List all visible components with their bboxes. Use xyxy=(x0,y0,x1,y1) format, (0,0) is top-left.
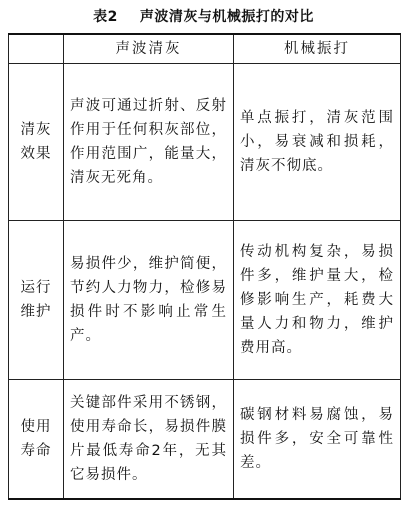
row-header-label: 使用寿命 xyxy=(20,419,52,459)
column-header-acoustic: 声波清灰 xyxy=(64,34,234,64)
row-header-cleaning-effect xyxy=(9,64,64,221)
table-row xyxy=(9,380,401,500)
header-row xyxy=(9,34,401,64)
corner-header xyxy=(9,34,64,64)
mechanical-cell: 单点振打，清灰范围小，易衰减和损耗，清灰不彻底。 xyxy=(234,64,401,221)
table-number: 表2 xyxy=(93,9,118,25)
table-row xyxy=(9,221,401,380)
table-row xyxy=(9,64,401,221)
row-header-label: 清灰效果 xyxy=(20,122,52,162)
table-title: 声波清灰与机械振打的对比 xyxy=(139,9,314,25)
acoustic-cell: 声波可通过折射、反射作用于任何积灰部位，作用范围广，能量大，清灰无死角。 xyxy=(64,64,234,221)
comparison-table xyxy=(8,33,401,500)
column-header-mechanical: 机械振打 xyxy=(234,34,401,64)
acoustic-cell: 关键部件采用不锈钢，使用寿命长，易损件膜片最低寿命2年，无其它易损件。 xyxy=(64,380,234,500)
acoustic-cell: 易损件少，维护简便，节约人力物力，检修易损件时不影响止常生产。 xyxy=(64,221,234,380)
mechanical-cell: 碳钢材料易腐蚀，易损件多，安全可靠性差。 xyxy=(234,380,401,500)
row-header-operation-maintenance xyxy=(9,221,64,380)
table-caption xyxy=(0,6,407,26)
row-header-label: 运行维护 xyxy=(20,280,52,320)
mechanical-cell: 传动机构复杂，易损件多，维护量大，检修影响生产，耗费大量人力和物力，维护费用高。 xyxy=(234,221,401,380)
row-header-service-life xyxy=(9,380,64,500)
